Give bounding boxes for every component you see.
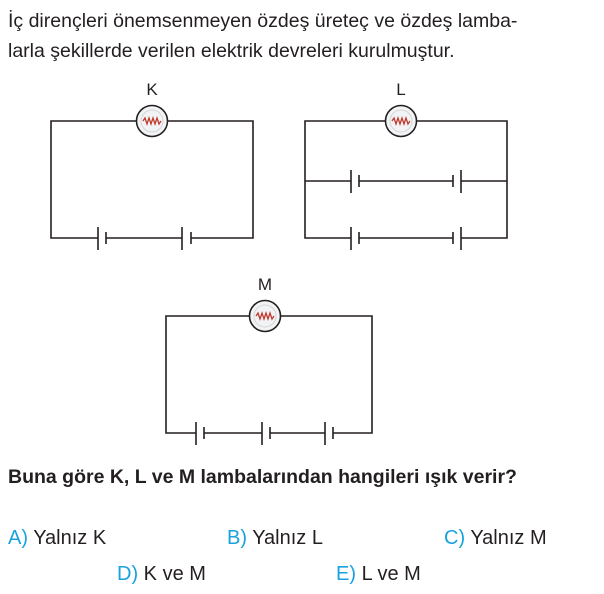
option-d-text: K ve M bbox=[143, 563, 206, 585]
option-c-text: Yalnız M bbox=[470, 527, 547, 549]
option-e[interactable] bbox=[336, 563, 421, 586]
circuit-m bbox=[166, 301, 372, 446]
circuit-l bbox=[305, 106, 507, 251]
option-a-text: Yalnız K bbox=[33, 527, 107, 549]
option-b[interactable] bbox=[227, 527, 323, 550]
option-d-letter: D) bbox=[117, 563, 139, 585]
option-d[interactable] bbox=[117, 563, 206, 586]
option-e-letter: E) bbox=[336, 563, 356, 585]
lamp-k bbox=[137, 106, 168, 137]
option-c[interactable] bbox=[444, 527, 547, 550]
option-a-letter: A) bbox=[8, 527, 28, 549]
option-a[interactable] bbox=[8, 527, 106, 550]
lamp-m-label: M bbox=[257, 275, 273, 294]
question-stem: Buna göre K, L ve M lambalarından hangileri ışık verir? bbox=[8, 466, 517, 488]
lamp-m bbox=[250, 301, 281, 332]
lamp-l-label: L bbox=[396, 80, 406, 99]
option-e-text: L ve M bbox=[361, 563, 421, 585]
lamp-l bbox=[386, 106, 417, 137]
intro-line-2: larla şekillerde verilen elektrik devreleri kurulmuştur. bbox=[8, 40, 455, 62]
option-b-letter: B) bbox=[227, 527, 247, 549]
option-c-letter: C) bbox=[444, 527, 466, 549]
circuit-k bbox=[51, 106, 253, 251]
option-b-text: Yalnız L bbox=[252, 527, 323, 549]
intro-line-1: İç dirençleri önemsenmeyen özdeş üreteç ve özdeş lamba- bbox=[8, 10, 518, 32]
lamp-k-label: K bbox=[146, 80, 158, 99]
